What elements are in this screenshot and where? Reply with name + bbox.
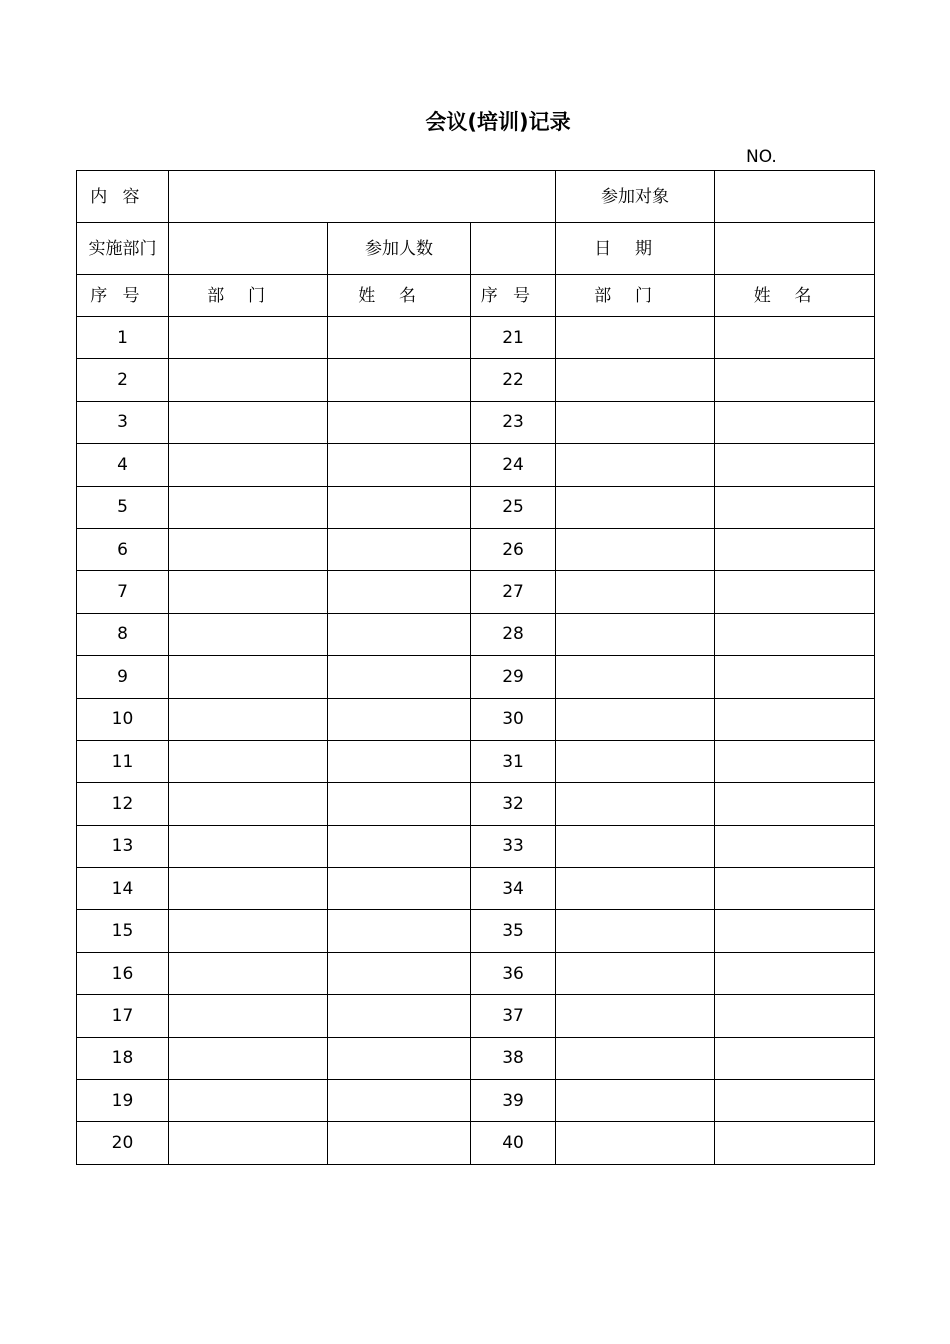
name-right-cell[interactable] xyxy=(715,571,875,613)
date-label: 日期 xyxy=(556,223,715,275)
dept-right-cell[interactable] xyxy=(556,698,715,740)
seq-right-cell: 36 xyxy=(471,952,556,994)
name-left-cell[interactable] xyxy=(328,1037,471,1079)
dept-left-cell[interactable] xyxy=(169,1037,328,1079)
participant-count-field[interactable] xyxy=(471,223,556,275)
name-left-cell[interactable] xyxy=(328,1080,471,1122)
seq-right-cell: 30 xyxy=(471,698,556,740)
dept-right-cell[interactable] xyxy=(556,952,715,994)
seq-left-cell: 16 xyxy=(77,952,169,994)
seq-right-cell: 25 xyxy=(471,486,556,528)
name-right-cell[interactable] xyxy=(715,359,875,401)
name-right-cell[interactable] xyxy=(715,783,875,825)
dept-header-left: 部门 xyxy=(169,275,328,317)
table-row xyxy=(77,486,875,528)
name-right-cell[interactable] xyxy=(715,317,875,359)
dept-left-cell[interactable] xyxy=(169,571,328,613)
dept-right-cell[interactable] xyxy=(556,910,715,952)
dept-left-cell[interactable] xyxy=(169,740,328,782)
seq-right-cell: 26 xyxy=(471,528,556,570)
seq-left-cell: 19 xyxy=(77,1080,169,1122)
table-row xyxy=(77,910,875,952)
table-row xyxy=(77,1080,875,1122)
dept-left-cell[interactable] xyxy=(169,359,328,401)
name-right-cell[interactable] xyxy=(715,825,875,867)
name-left-cell[interactable] xyxy=(328,656,471,698)
table-row xyxy=(77,359,875,401)
name-header-left: 姓名 xyxy=(328,275,471,317)
table-row xyxy=(77,613,875,655)
seq-right-cell: 37 xyxy=(471,995,556,1037)
name-left-cell[interactable] xyxy=(328,740,471,782)
seq-left-cell: 11 xyxy=(77,740,169,782)
seq-left-cell: 20 xyxy=(77,1122,169,1164)
dept-left-cell[interactable] xyxy=(169,698,328,740)
page-title: 会议(培训)记录 xyxy=(425,110,571,134)
dept-right-cell[interactable] xyxy=(556,571,715,613)
seq-left-cell: 15 xyxy=(77,910,169,952)
dept-right-cell[interactable] xyxy=(556,740,715,782)
seq-right-cell: 23 xyxy=(471,401,556,443)
table-row xyxy=(77,740,875,782)
name-right-cell[interactable] xyxy=(715,528,875,570)
dept-left-cell[interactable] xyxy=(169,910,328,952)
seq-left-cell: 3 xyxy=(77,401,169,443)
name-left-cell[interactable] xyxy=(328,571,471,613)
seq-left-cell: 2 xyxy=(77,359,169,401)
seq-right-cell: 34 xyxy=(471,868,556,910)
table-row xyxy=(77,571,875,613)
participant-count-label: 参加人数 xyxy=(328,223,471,275)
seq-right-cell: 28 xyxy=(471,613,556,655)
dept-right-cell[interactable] xyxy=(556,444,715,486)
dept-row xyxy=(77,223,875,275)
dept-left-cell[interactable] xyxy=(169,613,328,655)
seq-right-cell: 32 xyxy=(471,783,556,825)
seq-left-cell: 17 xyxy=(77,995,169,1037)
seq-right-cell: 31 xyxy=(471,740,556,782)
name-left-cell[interactable] xyxy=(328,825,471,867)
name-left-cell[interactable] xyxy=(328,613,471,655)
table-row xyxy=(77,656,875,698)
name-left-cell[interactable] xyxy=(328,952,471,994)
seq-left-cell: 6 xyxy=(77,528,169,570)
seq-left-cell: 13 xyxy=(77,825,169,867)
name-right-cell[interactable] xyxy=(715,868,875,910)
dept-header-right: 部门 xyxy=(556,275,715,317)
seq-left-cell: 12 xyxy=(77,783,169,825)
dept-left-cell[interactable] xyxy=(169,317,328,359)
name-right-cell[interactable] xyxy=(715,698,875,740)
table-row xyxy=(77,401,875,443)
dept-right-cell[interactable] xyxy=(556,1080,715,1122)
dept-right-cell[interactable] xyxy=(556,656,715,698)
name-left-cell[interactable] xyxy=(328,444,471,486)
table-row xyxy=(77,528,875,570)
name-right-cell[interactable] xyxy=(715,1037,875,1079)
name-right-cell[interactable] xyxy=(715,444,875,486)
content-field[interactable] xyxy=(169,171,556,223)
seq-header-right: 序号 xyxy=(471,275,556,317)
name-left-cell[interactable] xyxy=(328,698,471,740)
implementing-dept-field[interactable] xyxy=(169,223,328,275)
name-right-cell[interactable] xyxy=(715,486,875,528)
name-right-cell[interactable] xyxy=(715,910,875,952)
table-row xyxy=(77,868,875,910)
seq-right-cell: 38 xyxy=(471,1037,556,1079)
dept-left-cell[interactable] xyxy=(169,995,328,1037)
dept-left-cell[interactable] xyxy=(169,656,328,698)
column-header-row xyxy=(77,275,875,317)
dept-right-cell[interactable] xyxy=(556,1122,715,1164)
dept-left-cell[interactable] xyxy=(169,825,328,867)
seq-right-cell: 35 xyxy=(471,910,556,952)
participants-target-label: 参加对象 xyxy=(556,171,715,223)
dept-right-cell[interactable] xyxy=(556,868,715,910)
table-row xyxy=(77,783,875,825)
name-right-cell[interactable] xyxy=(715,656,875,698)
participants-target-field[interactable] xyxy=(715,171,875,223)
document-number-label: NO. xyxy=(746,147,777,167)
seq-left-cell: 1 xyxy=(77,317,169,359)
implementing-dept-label: 实施部门 xyxy=(77,223,169,275)
dept-right-cell[interactable] xyxy=(556,528,715,570)
seq-left-cell: 5 xyxy=(77,486,169,528)
name-left-cell[interactable] xyxy=(328,359,471,401)
table-row xyxy=(77,952,875,994)
name-left-cell[interactable] xyxy=(328,995,471,1037)
seq-left-cell: 14 xyxy=(77,868,169,910)
table-row xyxy=(77,1037,875,1079)
dept-left-cell[interactable] xyxy=(169,486,328,528)
name-right-cell[interactable] xyxy=(715,613,875,655)
dept-left-cell[interactable] xyxy=(169,1080,328,1122)
seq-right-cell: 40 xyxy=(471,1122,556,1164)
seq-right-cell: 39 xyxy=(471,1080,556,1122)
dept-left-cell[interactable] xyxy=(169,1122,328,1164)
dept-left-cell[interactable] xyxy=(169,401,328,443)
name-right-cell[interactable] xyxy=(715,1122,875,1164)
name-right-cell[interactable] xyxy=(715,740,875,782)
attendance-form-table xyxy=(76,170,875,1165)
seq-left-cell: 10 xyxy=(77,698,169,740)
dept-left-cell[interactable] xyxy=(169,528,328,570)
dept-right-cell[interactable] xyxy=(556,359,715,401)
name-left-cell[interactable] xyxy=(328,910,471,952)
dept-left-cell[interactable] xyxy=(169,444,328,486)
seq-left-cell: 4 xyxy=(77,444,169,486)
name-left-cell[interactable] xyxy=(328,401,471,443)
name-right-cell[interactable] xyxy=(715,401,875,443)
seq-right-cell: 29 xyxy=(471,656,556,698)
seq-header-left: 序号 xyxy=(77,275,169,317)
seq-left-cell: 18 xyxy=(77,1037,169,1079)
name-right-cell[interactable] xyxy=(715,995,875,1037)
dept-right-cell[interactable] xyxy=(556,613,715,655)
table-row xyxy=(77,317,875,359)
table-row xyxy=(77,444,875,486)
table-row xyxy=(77,825,875,867)
dept-right-cell[interactable] xyxy=(556,401,715,443)
dept-right-cell[interactable] xyxy=(556,825,715,867)
dept-left-cell[interactable] xyxy=(169,952,328,994)
name-right-cell[interactable] xyxy=(715,952,875,994)
table-row xyxy=(77,1122,875,1164)
name-header-right: 姓名 xyxy=(715,275,875,317)
name-left-cell[interactable] xyxy=(328,1122,471,1164)
seq-right-cell: 24 xyxy=(471,444,556,486)
name-left-cell[interactable] xyxy=(328,528,471,570)
name-left-cell[interactable] xyxy=(328,783,471,825)
table-row xyxy=(77,698,875,740)
dept-right-cell[interactable] xyxy=(556,317,715,359)
table-row xyxy=(77,995,875,1037)
seq-left-cell: 8 xyxy=(77,613,169,655)
name-right-cell[interactable] xyxy=(715,1080,875,1122)
name-left-cell[interactable] xyxy=(328,486,471,528)
seq-right-cell: 21 xyxy=(471,317,556,359)
content-label: 内容 xyxy=(77,171,169,223)
dept-right-cell[interactable] xyxy=(556,1037,715,1079)
dept-right-cell[interactable] xyxy=(556,486,715,528)
name-left-cell[interactable] xyxy=(328,317,471,359)
seq-right-cell: 33 xyxy=(471,825,556,867)
dept-left-cell[interactable] xyxy=(169,868,328,910)
dept-right-cell[interactable] xyxy=(556,995,715,1037)
seq-right-cell: 27 xyxy=(471,571,556,613)
date-field[interactable] xyxy=(715,223,875,275)
name-left-cell[interactable] xyxy=(328,868,471,910)
dept-left-cell[interactable] xyxy=(169,783,328,825)
content-row xyxy=(77,171,875,223)
seq-left-cell: 9 xyxy=(77,656,169,698)
seq-right-cell: 22 xyxy=(471,359,556,401)
dept-right-cell[interactable] xyxy=(556,783,715,825)
seq-left-cell: 7 xyxy=(77,571,169,613)
